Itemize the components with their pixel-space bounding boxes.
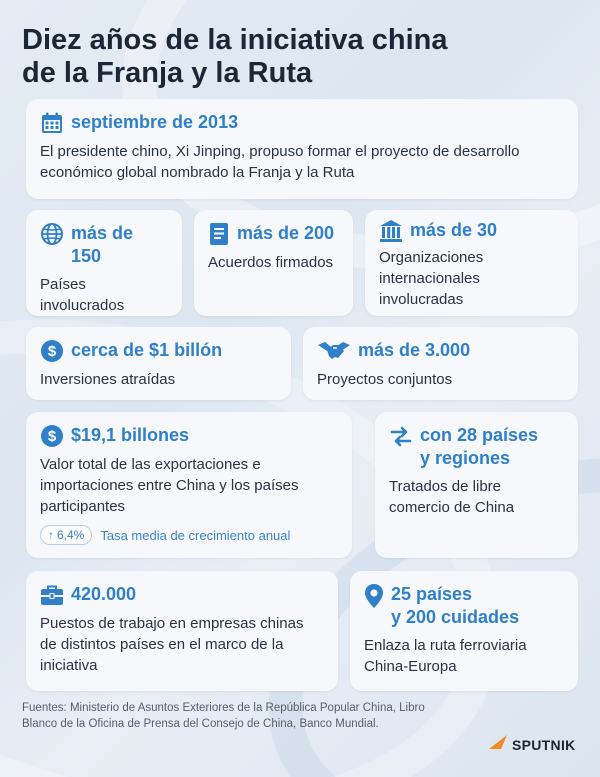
trade-stat: $19,1 billones: [71, 425, 190, 445]
railway-stat-line-2: y 200 cuidades: [391, 607, 520, 627]
free-trade-stat-line-1: con 28 países: [420, 425, 539, 445]
agreements-stat: más de 200: [237, 223, 335, 243]
svg-text:$: $: [47, 428, 57, 445]
card-trade: [26, 412, 352, 558]
arrow-up-icon: ↑: [48, 528, 54, 542]
countries-stat: más de 150: [71, 223, 134, 266]
countries-description: Países involucrados: [40, 276, 125, 314]
railway-stat-line-1: 25 países: [391, 584, 473, 604]
sources-text: Fuentes: Ministerio de Asuntos Exteriores de la República Popular China, Libro Blanco de la Oficina de Prensa del Consejo de China, Banco Mundial.: [22, 702, 425, 730]
globe-icon: [40, 222, 64, 246]
growth-label: Tasa media de crecimiento anual: [100, 527, 291, 543]
calendar-icon: [40, 111, 64, 135]
card-projects: [303, 327, 578, 400]
dollar-icon: [40, 424, 64, 448]
free-trade-stat-line-2: y regiones: [420, 448, 511, 468]
organizations-stat: más de 30: [410, 220, 498, 240]
card-free-trade: [375, 412, 578, 558]
agreements-description: Acuerdos firmados: [208, 254, 334, 271]
card-countries: [26, 210, 182, 316]
svg-text:$: $: [47, 343, 57, 360]
card-launch: [26, 99, 578, 199]
railway-description: Enlaza la ruta ferroviaria China-Europa: [364, 637, 527, 675]
railway-stat: [391, 583, 519, 629]
handshake-icon: [317, 339, 351, 363]
trade-description: Valor total de las exportaciones e importaciones entre China y los países participantes: [40, 456, 299, 515]
card-railway: [350, 571, 578, 691]
card-jobs: [26, 571, 338, 691]
jobs-description: Puestos de trabajo en empresas chinas de distintos países en el marco de la iniciativa: [40, 615, 304, 674]
card-agreements: [194, 210, 353, 316]
arrows-exchange-icon: [389, 424, 413, 448]
title-line-1: Diez años de la iniciativa china: [22, 24, 448, 56]
investments-stat: cerca de $1 billón: [71, 340, 223, 360]
card-organizations: [365, 210, 578, 316]
dollar-icon: [40, 339, 64, 363]
launch-description: El presidente chino, Xi Jinping, propuso formar el proyecto de desarrollo económico global nombrado la Franja y la Ruta: [40, 143, 520, 181]
growth-value: 6,4%: [57, 528, 85, 542]
investments-description: Inversiones atraídas: [40, 371, 176, 388]
projects-stat: más de 3.000: [358, 340, 471, 360]
building-icon: [379, 219, 403, 243]
sputnik-logo-mark-icon: [488, 734, 508, 755]
projects-description: Proyectos conjuntos: [317, 371, 453, 388]
page-title: [22, 24, 582, 90]
jobs-stat: 420.000: [71, 584, 137, 604]
sputnik-logo-text: SPUTNIK: [512, 736, 576, 753]
document-icon: [208, 222, 230, 246]
growth-badge: [40, 525, 92, 545]
location-pin-icon: [364, 583, 384, 609]
free-trade-stat: [420, 424, 538, 470]
launch-date: septiembre de 2013: [71, 112, 239, 132]
growth-indicator: [40, 525, 338, 545]
card-investments: [26, 327, 291, 400]
organizations-description: Organizaciones internacionales involucradas: [379, 249, 484, 308]
free-trade-description: Tratados de libre comercio de China: [389, 478, 515, 516]
sputnik-logo: [488, 734, 576, 755]
briefcase-icon: [40, 583, 64, 607]
title-line-2: de la Franja y la Ruta: [22, 57, 313, 89]
